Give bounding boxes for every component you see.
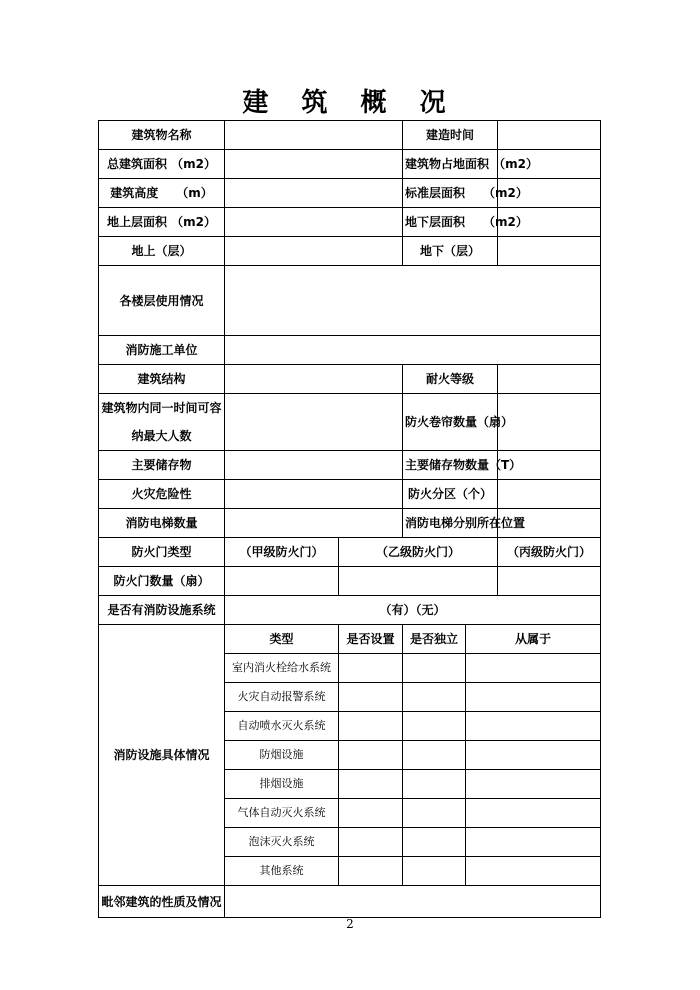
shutter-count-label: 防火卷帘数量（扇） xyxy=(403,394,498,451)
fire-contractor-label: 消防施工单位 xyxy=(99,336,225,365)
adjacent-buildings-label: 毗邻建筑的性质及情况 xyxy=(99,886,225,918)
fire-zone-field[interactable] xyxy=(498,480,601,509)
main-storage-label: 主要储存物 xyxy=(99,451,225,480)
build-time-label: 建造时间 xyxy=(403,121,498,150)
facility-type: 气体自动灭火系统 xyxy=(225,799,339,828)
floor-usage-label: 各楼层使用情况 xyxy=(99,266,225,336)
floor-usage-field[interactable] xyxy=(225,266,601,336)
facility-installed-field[interactable] xyxy=(339,799,403,828)
fire-elevator-location-label: 消防电梯分别所在位置 xyxy=(403,509,498,538)
above-floors-field[interactable] xyxy=(225,237,403,266)
fire-rating-field[interactable] xyxy=(498,365,601,394)
building-name-field[interactable] xyxy=(225,121,403,150)
facility-installed-field[interactable] xyxy=(339,712,403,741)
facility-header-installed: 是否设置 xyxy=(339,625,403,654)
facility-belongs-field[interactable] xyxy=(466,770,601,799)
fire-door-count-a-field[interactable] xyxy=(225,567,339,596)
below-floors-label: 地下（层） xyxy=(403,237,498,266)
facility-header-type: 类型 xyxy=(225,625,339,654)
above-floors-label: 地上（层） xyxy=(99,237,225,266)
above-floor-area-label: 地上层面积 （m2） xyxy=(99,208,225,237)
fire-door-count-c-field[interactable] xyxy=(498,567,601,596)
fire-door-type-label: 防火门类型 xyxy=(99,538,225,567)
height-label: 建筑高度 （m） xyxy=(99,179,225,208)
adjacent-buildings-field[interactable] xyxy=(225,886,601,918)
fire-door-count-label: 防火门数量（扇） xyxy=(99,567,225,596)
total-area-label: 总建筑面积 （m2） xyxy=(99,150,225,179)
page-title: 建 筑 概 况 xyxy=(242,88,458,118)
fire-elevator-count-label: 消防电梯数量 xyxy=(99,509,225,538)
above-floor-area-field[interactable] xyxy=(225,208,403,237)
facility-detail-label: 消防设施具体情况 xyxy=(99,625,225,886)
facility-header-independent: 是否独立 xyxy=(403,625,466,654)
fire-hazard-label: 火灾危险性 xyxy=(99,480,225,509)
facility-header-belongs: 从属于 xyxy=(466,625,601,654)
footprint-area-label: 建筑物占地面积 （m2） xyxy=(403,150,498,179)
facility-independent-field[interactable] xyxy=(403,683,466,712)
structure-label: 建筑结构 xyxy=(99,365,225,394)
facility-installed-field[interactable] xyxy=(339,654,403,683)
facility-type: 自动喷水灭火系统 xyxy=(225,712,339,741)
facility-independent-field[interactable] xyxy=(403,857,466,886)
max-occupancy-field[interactable] xyxy=(225,394,403,451)
page-number: 2 xyxy=(346,917,354,931)
has-fire-system-label: 是否有消防设施系统 xyxy=(99,596,225,625)
structure-field[interactable] xyxy=(225,365,403,394)
total-area-field[interactable] xyxy=(225,150,403,179)
fire-door-count-b-field[interactable] xyxy=(339,567,498,596)
facility-belongs-field[interactable] xyxy=(466,857,601,886)
facility-installed-field[interactable] xyxy=(339,741,403,770)
building-name-label: 建筑物名称 xyxy=(99,121,225,150)
facility-belongs-field[interactable] xyxy=(466,828,601,857)
facility-type: 防烟设施 xyxy=(225,741,339,770)
facility-independent-field[interactable] xyxy=(403,741,466,770)
build-time-field[interactable] xyxy=(498,121,601,150)
building-overview-form xyxy=(98,120,601,918)
storage-quantity-label: 主要储存物数量（T） xyxy=(403,451,498,480)
facility-belongs-field[interactable] xyxy=(466,683,601,712)
facility-type: 室内消火栓给水系统 xyxy=(225,654,339,683)
standard-floor-area-label: 标准层面积 （m2） xyxy=(403,179,498,208)
facility-installed-field[interactable] xyxy=(339,828,403,857)
height-field[interactable] xyxy=(225,179,403,208)
facility-type: 火灾自动报警系统 xyxy=(225,683,339,712)
facility-independent-field[interactable] xyxy=(403,712,466,741)
below-floor-area-label: 地下层面积 （m2） xyxy=(403,208,498,237)
max-occupancy-label: 建筑物内同一时间可容纳最大人数 xyxy=(99,394,225,451)
fire-elevator-count-field[interactable] xyxy=(225,509,403,538)
facility-installed-field[interactable] xyxy=(339,770,403,799)
facility-belongs-field[interactable] xyxy=(466,654,601,683)
facility-installed-field[interactable] xyxy=(339,683,403,712)
door-class-a-label: （甲级防火门） xyxy=(225,538,339,567)
facility-belongs-field[interactable] xyxy=(466,712,601,741)
facility-independent-field[interactable] xyxy=(403,828,466,857)
fire-rating-label: 耐火等级 xyxy=(403,365,498,394)
facility-belongs-field[interactable] xyxy=(466,741,601,770)
facility-belongs-field[interactable] xyxy=(466,799,601,828)
facility-independent-field[interactable] xyxy=(403,654,466,683)
facility-type: 其他系统 xyxy=(225,857,339,886)
has-none-option[interactable]: （有）（无） xyxy=(225,596,601,625)
facility-type: 排烟设施 xyxy=(225,770,339,799)
main-storage-field[interactable] xyxy=(225,451,403,480)
facility-independent-field[interactable] xyxy=(403,799,466,828)
fire-hazard-field[interactable] xyxy=(225,480,403,509)
facility-type: 泡沫灭火系统 xyxy=(225,828,339,857)
fire-contractor-field[interactable] xyxy=(225,336,601,365)
facility-installed-field[interactable] xyxy=(339,857,403,886)
door-class-c-label: （丙级防火门） xyxy=(498,538,601,567)
door-class-b-label: （乙级防火门） xyxy=(339,538,498,567)
below-floors-field[interactable] xyxy=(498,237,601,266)
fire-zone-label: 防火分区（个） xyxy=(403,480,498,509)
facility-independent-field[interactable] xyxy=(403,770,466,799)
